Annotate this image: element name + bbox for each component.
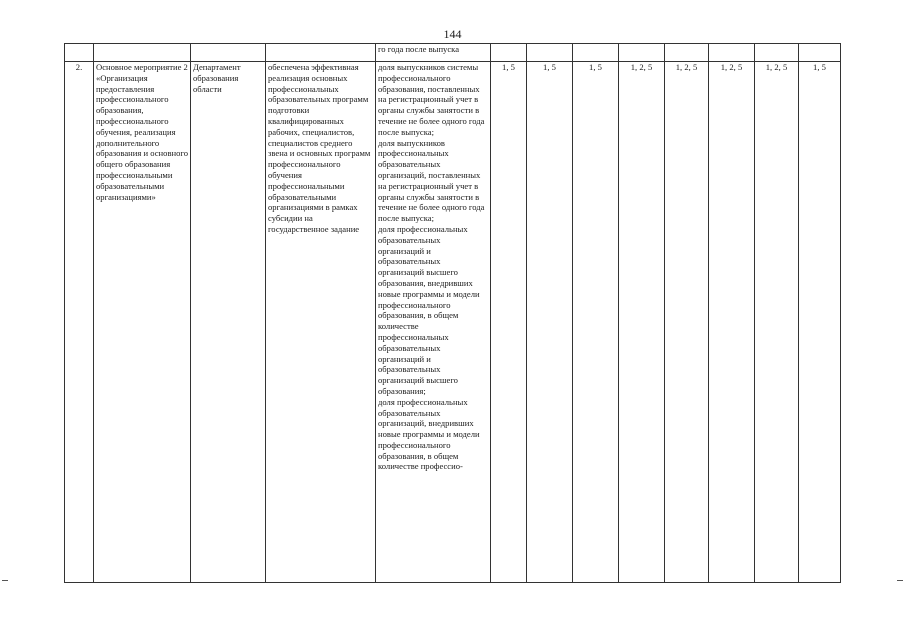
cell-empty: [619, 44, 665, 62]
scan-mark: [2, 580, 8, 581]
activity-cell: Основное мероприятие 2 «Организация предоставления профессионального образования, профессионального обучения, реализация дополнительного образования и основного общего образования профессиональными образовательными организациями»: [94, 62, 191, 583]
value-cell: 1, 5: [573, 62, 619, 583]
result-cell: обеспечена эффективная реализация основных профессиональных образовательных программ подготовки квалифицированных рабочих, специалистов, специалистов среднего звена и основных программ профессионального обучения профессиональными образовательными организациями в рамках субсидии на государственное задание: [266, 62, 376, 583]
value-cell: 1, 2, 5: [755, 62, 799, 583]
cell-empty: [491, 44, 527, 62]
cell-empty: [65, 44, 94, 62]
indicators-cell: доля выпускников системы профессионального образования, поставленных на регистрационный учет в органы службы занятости в течение не более одного года после выпуска; доля выпускников профессиональных образовательных организаций, поставленных на регистрационный учет в органы службы занятости в течение не более одного года после выпуска; доля профессиональных образовательных организаций и образовательных организаций высшего образования, внедривших новые программы и модели профессионального образования, в общем количестве профессиональных образовательных организаций и образовательных организаций высшего образования; доля профессиональных образовательных организаций, внедривших новые программы и модели профессионального образования, в общем количестве профессио-: [376, 62, 491, 583]
cell-empty: [266, 44, 376, 62]
value-cell: 1, 2, 5: [709, 62, 755, 583]
program-table: [64, 43, 841, 583]
cell-empty: [191, 44, 266, 62]
continuation-text: го года после выпуска: [376, 44, 491, 62]
table-row: [65, 62, 841, 583]
cell-empty: [94, 44, 191, 62]
value-cell: 1, 5: [527, 62, 573, 583]
cell-empty: [573, 44, 619, 62]
cell-empty: [665, 44, 709, 62]
cell-empty: [799, 44, 841, 62]
row-number: 2.: [65, 62, 94, 583]
continuation-row: [65, 44, 841, 62]
value-cell: 1, 5: [799, 62, 841, 583]
value-cell: 1, 2, 5: [619, 62, 665, 583]
cell-empty: [709, 44, 755, 62]
page-number: 144: [443, 27, 462, 41]
value-cell: 1, 5: [491, 62, 527, 583]
executor-cell: Департамент образования области: [191, 62, 266, 583]
cell-empty: [755, 44, 799, 62]
cell-empty: [527, 44, 573, 62]
scan-mark: [897, 580, 903, 581]
value-cell: 1, 2, 5: [665, 62, 709, 583]
